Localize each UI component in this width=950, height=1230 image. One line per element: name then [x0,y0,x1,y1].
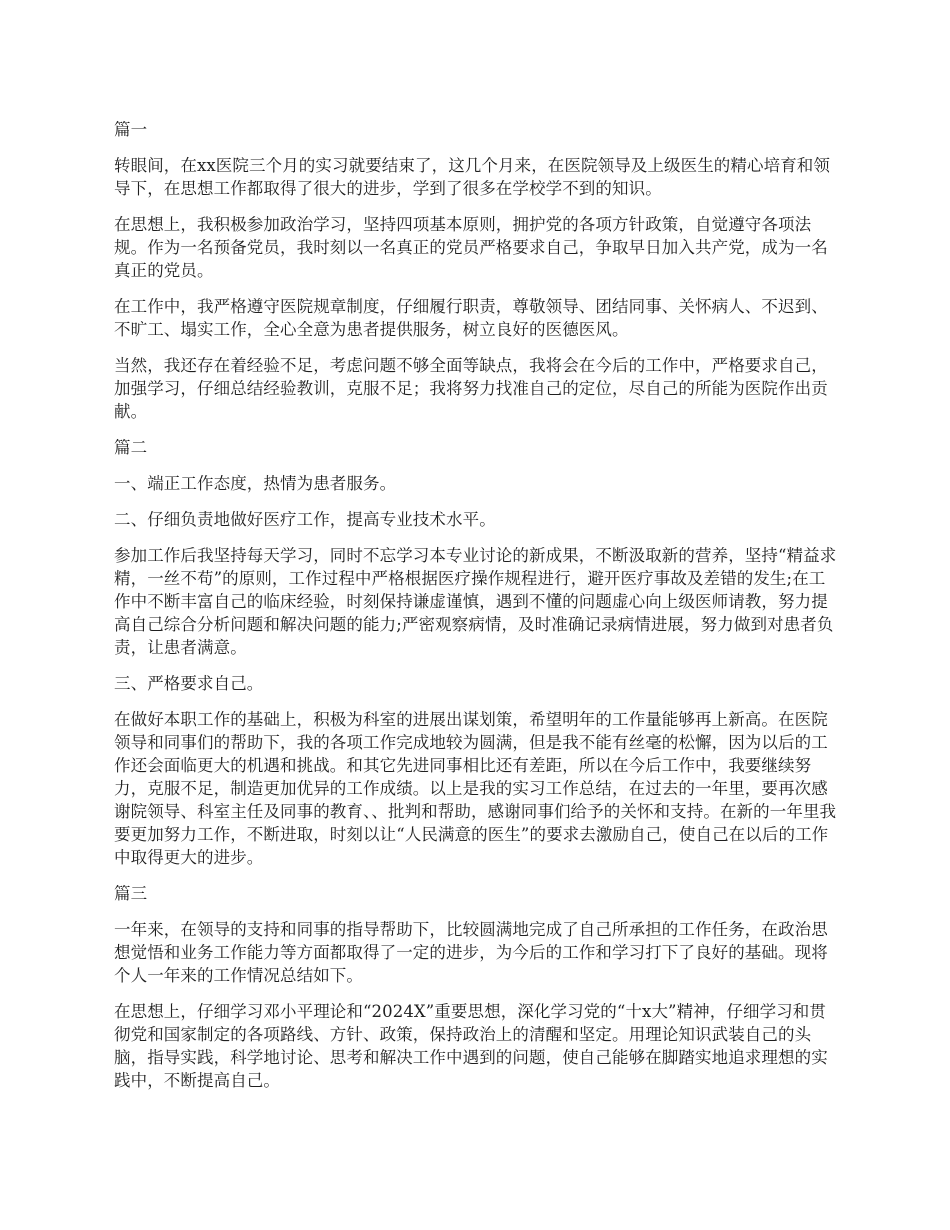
paragraph: 在做好本职工作的基础上，积极为科室的进展出谋划策，希望明年的工作量能够再上新高。在医院领导和同事们的帮助下，我的各项工作完成地较为圆满，但是我不能有丝毫的松懈，因为以后的工作还会面临更大的机遇和挑战。和其它先进同事相比还有差距，所以在今后工作中，我要继续努力，克服不足，制造更加优异的工作成绩。以上是我的实习工作总结，在过去的一年里，要再次感谢院领导、科室主任及同事的教育、、批判和帮助，感谢同事们给予的关怀和支持。在新的一年里我要更加努力工作，不断进取，时刻以让“人民满意的医生”的要求去激励自己，使自己在以后的工作中取得更大的进步。 [114,710,837,867]
paragraph: 在思想上，我积极参加政治学习，坚持四项基本原则，拥护党的各项方针政策，自觉遵守各项法规。作为一名预备党员，我时刻以一名真正的党员严格要求自己，争取早日加入共产党，成为一名真正的党员。 [114,215,828,280]
paragraph: 转眼间，在xx医院三个月的实习就要结束了，这几个月来，在医院领导及上级医生的精心培育和领导下，在思想工作都取得了很大的进步，学到了很多在学校学不到的知识。 [114,156,831,198]
section-heading-3: 篇三 [114,884,148,903]
paragraph: 在工作中，我严格遵守医院规章制度，仔细履行职责，尊敬领导、团结同事、关怀病人、不迟到、不旷工、塌实工作，全心全意为患者提供服务，树立良好的医德医风。 [114,297,828,339]
paragraph: 当然，我还存在着经验不足，考虑问题不够全面等缺点，我将会在今后的工作中，严格要求自己，加强学习，仔细总结经验教训，克服不足；我将努力找准自己的定位，尽自己的所能为医院作出贡献。 [114,356,828,421]
paragraph: 在思想上，仔细学习邓小平理论和“2024X”重要思想，深化学习党的“十x大”精神，仔细学习和贯彻党和国家制定的各项路线、方针、政策，保持政治上的清醒和坚定。用理论知识武装自己的头脑，指导实践，科学地讨论、思考和解决工作中遇到的问题，使自己能够在脚踏实地追求理想的实践中，不断提高自己。 [114,1002,828,1090]
document-body [114,118,840,1105]
paragraph: 二、仔细负责地做好医疗工作，提高专业技术水平。 [114,510,496,529]
paragraph: 参加工作后我坚持每天学习，同时不忘学习本专业讨论的新成果，不断汲取新的营养，坚持“精益求精，一丝不苟”的原则，工作过程中严格根据医疗操作规程进行，避开医疗事故及差错的发生;在工作中不断丰富自己的临床经验，时刻保持谦虚谨慎，遇到不懂的问题虚心向上级医师请教，努力提高自己综合分析问题和解决问题的能力;严密观察病情，及时准确记录病情进展，努力做到对患者负责，让患者满意。 [114,546,837,657]
section-heading-2: 篇二 [114,438,148,457]
paragraph: 一、端正工作态度，热情为患者服务。 [114,474,397,493]
paragraph: 一年来，在领导的支持和同事的指导帮助下，比较圆满地完成了自己所承担的工作任务，在政治思想觉悟和业务工作能力等方面都取得了一定的进步，为今后的工作和学习打下了良好的基础。现将个人一年来的工作情况总结如下。 [114,920,828,985]
paragraph: 三、严格要求自己。 [114,674,264,693]
section-heading-1: 篇一 [114,120,148,139]
